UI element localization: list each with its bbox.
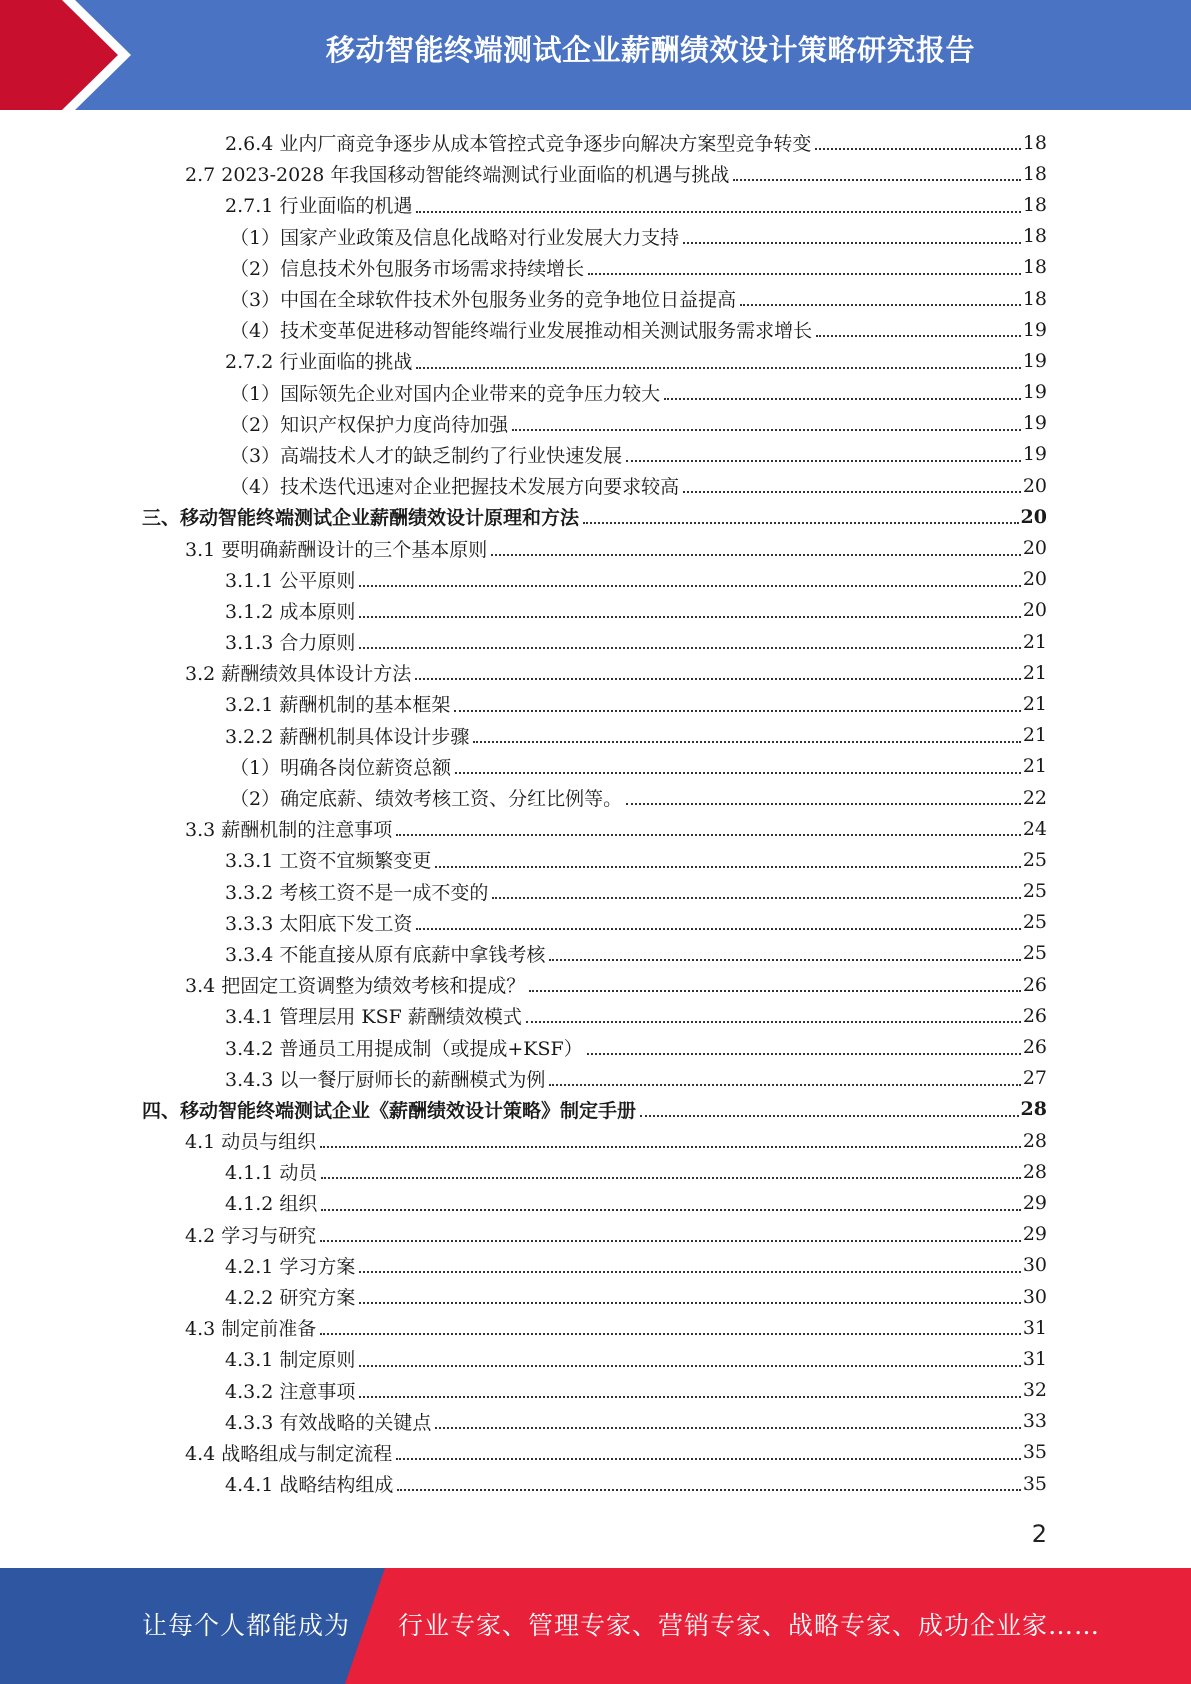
- toc-entry-page: 19: [1022, 381, 1047, 404]
- toc-entry-page: 18: [1022, 225, 1047, 248]
- toc-entry[interactable]: [0, 657, 1191, 688]
- toc-dot-leader: [321, 1209, 1020, 1211]
- toc-entry[interactable]: [0, 1156, 1191, 1187]
- toc-entry-title: 4.4.1 战略结构组成: [225, 1474, 394, 1497]
- toc-entry-page: 25: [1022, 942, 1047, 965]
- toc-entry[interactable]: [0, 283, 1191, 314]
- toc-entry-title: 4.1.1 动员: [225, 1162, 318, 1185]
- toc-dot-leader: [320, 1146, 1021, 1148]
- toc-dot-leader: [733, 179, 1020, 181]
- toc-entry-page: 18: [1022, 131, 1047, 154]
- toc-dot-leader: [816, 335, 1021, 337]
- toc-entry-page: 30: [1022, 1254, 1047, 1277]
- toc-entry[interactable]: [0, 1312, 1191, 1343]
- toc-entry-page: 35: [1022, 1441, 1047, 1464]
- toc-entry-page: 21: [1022, 724, 1047, 747]
- document-title: 移动智能终端测试企业薪酬绩效设计策略研究报告: [325, 33, 975, 67]
- toc-entry[interactable]: [0, 1094, 1191, 1125]
- toc-entry-title: 3.2 薪酬绩效具体设计方法: [185, 663, 412, 686]
- toc-entry-title: 3.2.2 薪酬机制具体设计步骤: [225, 725, 470, 748]
- toc-entry-page: 22: [1022, 786, 1047, 809]
- toc-entry-page: 32: [1022, 1379, 1047, 1402]
- toc-dot-leader: [512, 429, 1021, 431]
- toc-entry[interactable]: [0, 595, 1191, 626]
- toc-dot-leader: [583, 522, 1019, 524]
- toc-entry[interactable]: [0, 907, 1191, 938]
- toc-entry[interactable]: [0, 1250, 1191, 1281]
- toc-entry-title: 3.1.2 成本原则: [225, 600, 356, 623]
- toc-entry-title: 2.6.4 业内厂商竞争逐步从成本管控式竞争逐步向解决方案型竞争转变: [225, 133, 812, 156]
- toc-entry-title: 3.1.3 合力原则: [225, 632, 356, 655]
- toc-entry-page: 20: [1022, 474, 1047, 497]
- toc-entry-page: 21: [1022, 661, 1047, 684]
- toc-dot-leader: [359, 616, 1020, 618]
- toc-entry[interactable]: [0, 158, 1191, 189]
- toc-entry-page: 25: [1022, 848, 1047, 871]
- table-of-contents: [0, 127, 1191, 1499]
- toc-dot-leader: [492, 897, 1020, 899]
- toc-dot-leader: [740, 304, 1021, 306]
- toc-dot-leader: [320, 1240, 1021, 1242]
- toc-entry-page: 31: [1022, 1316, 1047, 1339]
- toc-dot-leader: [359, 1365, 1020, 1367]
- toc-entry[interactable]: [0, 345, 1191, 376]
- toc-entry-title: 2.7 2023-2028 年我国移动智能终端测试行业面临的机遇与挑战: [185, 164, 730, 187]
- toc-entry-page: 20: [1022, 599, 1047, 622]
- toc-dot-leader: [683, 491, 1021, 493]
- toc-entry-page: 18: [1022, 287, 1047, 310]
- toc-entry-title: （3）高端技术人才的缺乏制约了行业快速发展: [230, 444, 623, 467]
- toc-dot-leader: [529, 990, 1021, 992]
- toc-entry-title: （3）中国在全球软件技术外包服务业务的竞争地位日益提高: [230, 289, 737, 312]
- toc-entry-title: 3.3.2 考核工资不是一成不变的: [225, 881, 489, 904]
- toc-entry[interactable]: [0, 782, 1191, 813]
- footer-slogan-left: 让每个人都能成为: [142, 1611, 351, 1640]
- toc-entry-title: 4.3.1 制定原则: [225, 1349, 356, 1372]
- toc-entry[interactable]: [0, 720, 1191, 751]
- toc-entry-title: 3.4.1 管理层用 KSF 薪酬绩效模式: [225, 1006, 522, 1029]
- toc-dot-leader: [359, 585, 1020, 587]
- toc-dot-leader: [815, 148, 1020, 150]
- toc-entry-title: （2）知识产权保护力度尚待加强: [230, 413, 509, 436]
- toc-entry-page: 20: [1022, 537, 1047, 560]
- toc-entry[interactable]: [0, 470, 1191, 501]
- toc-dot-leader: [549, 1084, 1020, 1086]
- toc-entry-title: 4.3.2 注意事项: [225, 1380, 356, 1403]
- toc-entry[interactable]: [0, 1063, 1191, 1094]
- toc-entry-page: 21: [1022, 692, 1047, 715]
- toc-dot-leader: [491, 554, 1021, 556]
- toc-dot-leader: [359, 1396, 1020, 1398]
- toc-entry-page: 19: [1022, 443, 1047, 466]
- toc-entry-title: 3.4.3 以一餐厅厨师长的薪酬模式为例: [225, 1068, 546, 1091]
- toc-entry[interactable]: [0, 1281, 1191, 1312]
- toc-entry-title: 3.3.3 太阳底下发工资: [225, 912, 413, 935]
- toc-entry-page: 25: [1022, 911, 1047, 934]
- toc-entry[interactable]: [0, 938, 1191, 969]
- toc-entry[interactable]: [0, 1468, 1191, 1499]
- toc-entry[interactable]: [0, 813, 1191, 844]
- toc-dot-leader: [473, 741, 1020, 743]
- toc-entry-title: 三、移动智能终端测试企业薪酬绩效设计原理和方法: [142, 507, 580, 530]
- toc-entry[interactable]: [0, 1000, 1191, 1031]
- toc-dot-leader: [396, 1458, 1021, 1460]
- toc-entry-title: 4.2.1 学习方案: [225, 1255, 356, 1278]
- toc-dot-leader: [549, 959, 1020, 961]
- toc-entry-title: 3.2.1 薪酬机制的基本框架: [225, 694, 451, 717]
- toc-dot-leader: [526, 1021, 1021, 1023]
- toc-entry-title: 3.3.1 工资不宜频繁变更: [225, 850, 432, 873]
- toc-entry[interactable]: [0, 1125, 1191, 1156]
- toc-entry-page: 29: [1022, 1223, 1047, 1246]
- toc-entry-page: 26: [1022, 1004, 1047, 1027]
- toc-entry-page: 27: [1022, 1067, 1047, 1090]
- toc-entry-title: （2）确定底薪、绩效考核工资、分红比例等。: [230, 788, 623, 811]
- footer-slogan-right: 行业专家、管理专家、营销专家、战略专家、成功企业家……: [398, 1611, 1101, 1640]
- toc-entry-page: 28: [1022, 1160, 1047, 1183]
- toc-entry-page: 20: [1020, 505, 1047, 528]
- toc-entry-title: 4.1 动员与组织: [185, 1131, 317, 1154]
- toc-entry[interactable]: [0, 1343, 1191, 1374]
- toc-entry-page: 18: [1022, 162, 1047, 185]
- toc-entry-title: （1）明确各岗位薪资总额: [230, 756, 452, 779]
- toc-entry-title: 4.1.2 组织: [225, 1193, 318, 1216]
- toc-entry[interactable]: [0, 1187, 1191, 1218]
- toc-entry[interactable]: [0, 1219, 1191, 1250]
- toc-entry-page: 19: [1022, 349, 1047, 372]
- toc-entry-page: 20: [1022, 568, 1047, 591]
- toc-entry[interactable]: [0, 532, 1191, 563]
- toc-entry[interactable]: [0, 1031, 1191, 1062]
- toc-dot-leader: [321, 1177, 1020, 1179]
- toc-entry-title: 3.3 薪酬机制的注意事项: [185, 819, 393, 842]
- toc-dot-leader: [359, 647, 1020, 649]
- toc-entry-page: 33: [1022, 1410, 1047, 1433]
- toc-entry[interactable]: [0, 969, 1191, 1000]
- toc-entry-title: 3.1.1 公平原则: [225, 569, 356, 592]
- toc-dot-leader: [416, 367, 1020, 369]
- toc-dot-leader: [435, 1427, 1020, 1429]
- toc-entry-title: 3.4 把固定工资调整为绩效考核和提成？: [185, 975, 526, 998]
- toc-dot-leader: [359, 1302, 1020, 1304]
- toc-entry[interactable]: [0, 314, 1191, 345]
- toc-entry[interactable]: [0, 221, 1191, 252]
- toc-entry-title: 4.3.3 有效战略的关键点: [225, 1411, 432, 1434]
- toc-dot-leader: [455, 772, 1021, 774]
- toc-dot-leader: [640, 1115, 1019, 1117]
- toc-entry[interactable]: [0, 688, 1191, 719]
- toc-dot-leader: [435, 866, 1020, 868]
- toc-entry-page: 30: [1022, 1285, 1047, 1308]
- toc-entry[interactable]: [0, 751, 1191, 782]
- toc-entry[interactable]: [0, 127, 1191, 158]
- toc-entry-title: （1）国家产业政策及信息化战略对行业发展大力支持: [230, 226, 680, 249]
- toc-dot-leader: [415, 678, 1021, 680]
- toc-dot-leader: [397, 1489, 1020, 1491]
- toc-entry[interactable]: [0, 408, 1191, 439]
- toc-dot-leader: [664, 398, 1021, 400]
- toc-entry[interactable]: [0, 501, 1191, 532]
- toc-dot-leader: [416, 928, 1020, 930]
- toc-dot-leader: [454, 710, 1020, 712]
- toc-entry-page: 24: [1022, 817, 1047, 840]
- page-number: 2: [1031, 1520, 1047, 1548]
- toc-entry[interactable]: [0, 626, 1191, 657]
- toc-entry[interactable]: [0, 844, 1191, 875]
- toc-entry-page: 31: [1022, 1347, 1047, 1370]
- toc-entry-page: 21: [1022, 630, 1047, 653]
- toc-entry[interactable]: [0, 564, 1191, 595]
- toc-entry[interactable]: [0, 1437, 1191, 1468]
- toc-entry-title: 四、移动智能终端测试企业《薪酬绩效设计策略》制定手册: [142, 1099, 637, 1122]
- toc-entry[interactable]: [0, 377, 1191, 408]
- toc-dot-leader: [416, 211, 1020, 213]
- toc-entry-title: 4.2.2 研究方案: [225, 1287, 356, 1310]
- toc-dot-leader: [683, 242, 1021, 244]
- page-footer: [0, 1568, 1191, 1684]
- toc-entry-title: 2.7.1 行业面临的机遇: [225, 195, 413, 218]
- toc-entry-page: 19: [1022, 412, 1047, 435]
- toc-dot-leader: [396, 834, 1021, 836]
- toc-entry-title: （4）技术迭代迅速对企业把握技术发展方向要求较高: [230, 476, 680, 499]
- toc-entry-page: 35: [1022, 1472, 1047, 1495]
- toc-entry-title: （4）技术变革促进移动智能终端行业发展推动相关测试服务需求增长: [230, 320, 813, 343]
- toc-entry[interactable]: [0, 439, 1191, 470]
- toc-dot-leader: [626, 460, 1021, 462]
- toc-entry-page: 19: [1022, 318, 1047, 341]
- toc-dot-leader: [588, 273, 1021, 275]
- toc-entry-title: 2.7.2 行业面临的挑战: [225, 351, 413, 374]
- toc-entry-title: 4.3 制定前准备: [185, 1318, 317, 1341]
- toc-entry-page: 18: [1022, 256, 1047, 279]
- toc-entry-title: 4.2 学习与研究: [185, 1224, 317, 1247]
- toc-entry[interactable]: [0, 1375, 1191, 1406]
- toc-entry-page: 28: [1022, 1129, 1047, 1152]
- toc-entry-page: 18: [1022, 193, 1047, 216]
- toc-dot-leader: [626, 803, 1021, 805]
- toc-entry-page: 29: [1022, 1191, 1047, 1214]
- toc-entry-page: 26: [1022, 1036, 1047, 1059]
- toc-dot-leader: [359, 1271, 1020, 1273]
- toc-entry-page: 21: [1022, 755, 1047, 778]
- toc-entry[interactable]: [0, 189, 1191, 220]
- toc-dot-leader: [587, 1053, 1021, 1055]
- toc-entry-title: 3.4.2 普通员工用提成制（或提成+KSF）: [225, 1037, 583, 1060]
- page-header: [0, 0, 1191, 110]
- toc-entry[interactable]: [0, 252, 1191, 283]
- toc-entry-title: （2）信息技术外包服务市场需求持续增长: [230, 257, 585, 280]
- toc-entry-title: （1）国际领先企业对国内企业带来的竞争压力较大: [230, 382, 661, 405]
- header-chevron-graphic: [0, 0, 170, 110]
- toc-entry-title: 3.3.4 不能直接从原有底薪中拿钱考核: [225, 943, 546, 966]
- toc-entry-title: 4.4 战略组成与制定流程: [185, 1442, 393, 1465]
- toc-dot-leader: [320, 1333, 1021, 1335]
- toc-entry[interactable]: [0, 876, 1191, 907]
- toc-entry-page: 26: [1022, 973, 1047, 996]
- toc-entry-page: 25: [1022, 880, 1047, 903]
- toc-entry[interactable]: [0, 1406, 1191, 1437]
- toc-entry-page: 28: [1020, 1098, 1047, 1121]
- toc-entry-title: 3.1 要明确薪酬设计的三个基本原则: [185, 538, 488, 561]
